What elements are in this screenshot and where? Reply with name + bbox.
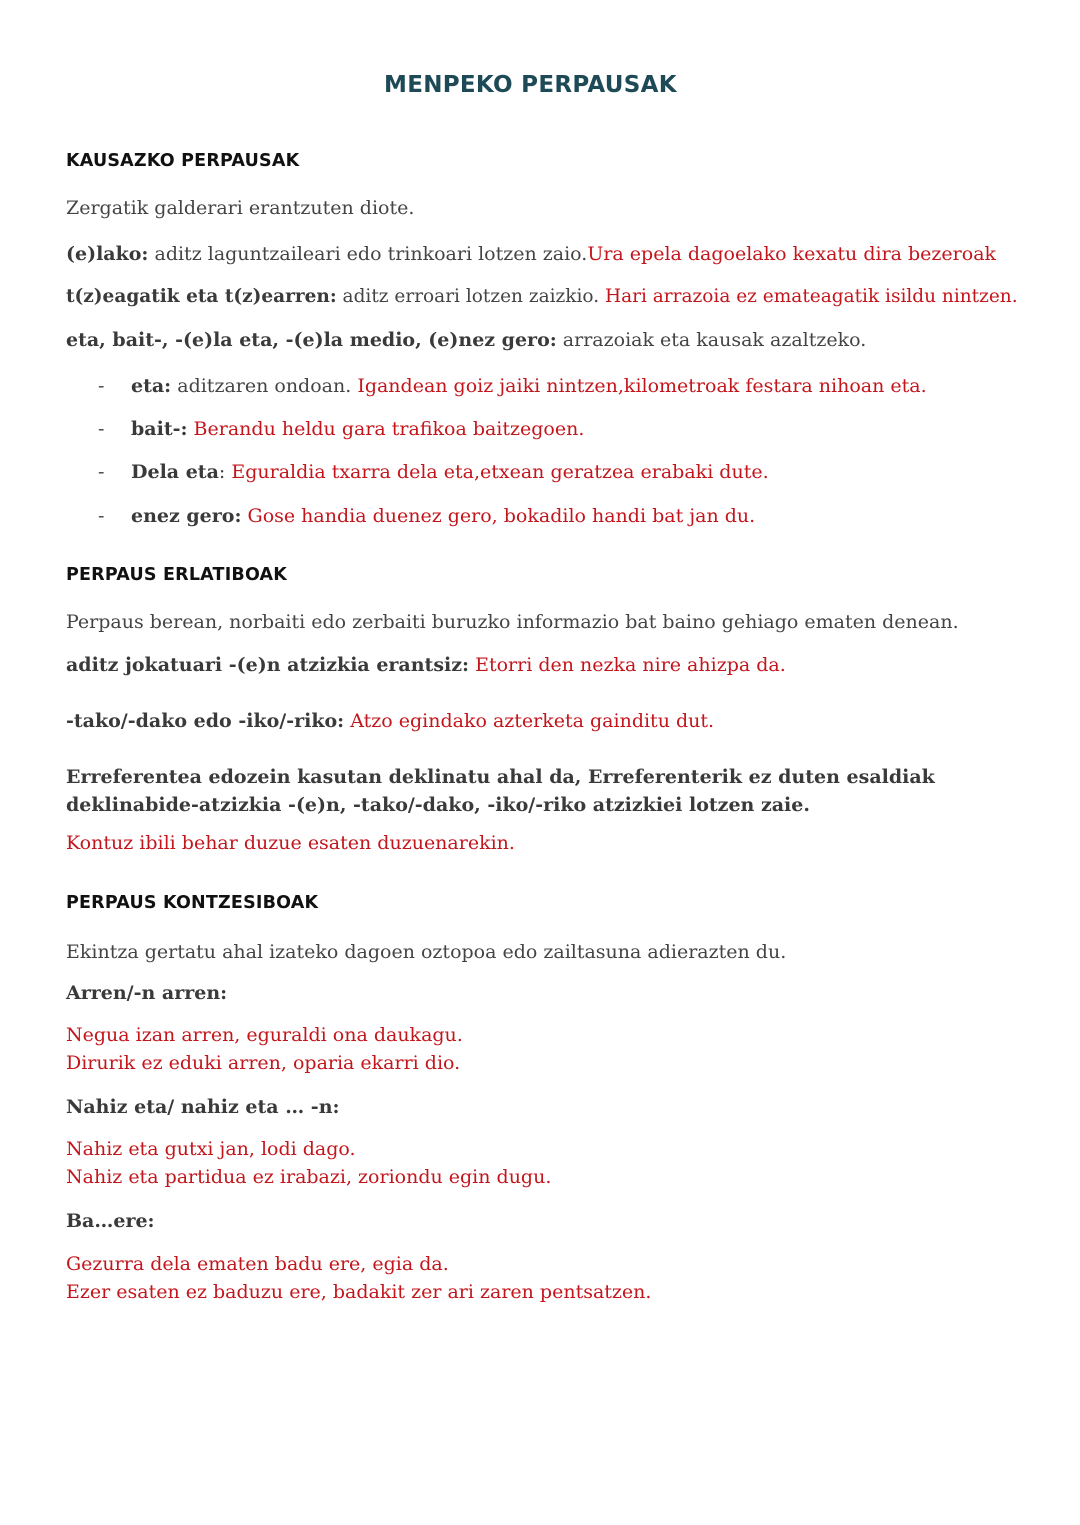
bullet-dash: -: [98, 375, 105, 397]
rule-example: Etorri den nezka nire ahizpa da.: [469, 654, 786, 676]
bullet-item-bait: [131, 415, 584, 443]
section-heading-kausazko: KAUSAZKO PERPAUSAK: [66, 151, 300, 171]
bullet-dash: -: [98, 461, 105, 483]
bullet-term: enez gero:: [131, 505, 242, 527]
erlatiboak-rule-en: [66, 651, 786, 679]
kontzesiboak-label-arren: Arren/-n arren:: [66, 982, 228, 1004]
erlatiboak-note-line-2: deklinabide-atzizkia -(e)n, -tako/-dako, -iko/-riko atzizkiei lotzen zaie.: [66, 794, 810, 816]
rule-term: (e)lako:: [66, 243, 149, 265]
erlatiboak-warning: Kontuz ibili behar duzue esaten duzuenarekin.: [66, 832, 515, 854]
bullet-item-enez-gero: [131, 502, 755, 530]
bullet-example: Eguraldia txarra dela eta,etxean geratzea erabaki dute.: [231, 461, 769, 483]
rule-example: Hari arrazoia ez emateagatik isildu nintzen.: [604, 286, 1018, 307]
bullet-dash: -: [98, 418, 105, 440]
bullet-example: Igandean goiz jaiki nintzen,kilometroak festara nihoan eta.: [357, 375, 927, 397]
kausazko-rule-elako: [66, 240, 996, 268]
kontzesiboak-example: Nahiz eta partidua ez irabazi, zoriondu egin dugu.: [66, 1166, 552, 1188]
bullet-item-eta: [131, 372, 927, 400]
bullet-item-dela-eta: [131, 458, 769, 486]
kausazko-intro: Zergatik galderari erantzuten diote.: [66, 197, 415, 219]
rule-term: t(z)eagatik eta t(z)earren:: [66, 286, 337, 307]
erlatiboak-intro: Perpaus berean, norbaiti edo zerbaiti buruzko informazio bat baino gehiago ematen denean.: [66, 611, 959, 633]
bullet-term: Dela eta: [131, 461, 219, 483]
erlatiboak-note-line-1: Erreferentea edozein kasutan deklinatu ahal da, Erreferenterik ez duten esaldiak: [66, 766, 935, 788]
kontzesiboak-example: Dirurik ez eduki arren, oparia ekarri dio.: [66, 1052, 461, 1074]
kausazko-rule-connectors: [66, 326, 866, 354]
rule-example: Atzo egindako azterketa gainditu dut.: [344, 710, 715, 732]
rule-term: eta, bait-, -(e)la eta, -(e)la medio, (e)nez gero:: [66, 329, 557, 351]
kontzesiboak-intro: Ekintza gertatu ahal izateko dagoen oztopoa edo zailtasuna adierazten du.: [66, 941, 787, 963]
kontzesiboak-example: Gezurra dela ematen badu ere, egia da.: [66, 1253, 449, 1275]
kontzesiboak-label-nahiz: Nahiz eta/ nahiz eta … -n:: [66, 1096, 340, 1118]
section-heading-erlatiboak: PERPAUS ERLATIBOAK: [66, 565, 288, 585]
bullet-term: eta:: [131, 375, 172, 397]
rule-term: aditz jokatuari -(e)n atzizkia erantsiz:: [66, 654, 470, 676]
rule-description: arrazoiak eta kausak azaltzeko.: [556, 329, 867, 351]
kausazko-rule-tzeagatik: [66, 283, 1018, 311]
kontzesiboak-example: Negua izan arren, eguraldi ona daukagu.: [66, 1024, 463, 1046]
page-title: MENPEKO PERPAUSAK: [384, 72, 677, 98]
kontzesiboak-example: Nahiz eta gutxi jan, lodi dago.: [66, 1138, 356, 1160]
bullet-description: aditzaren ondoan.: [171, 375, 358, 397]
bullet-description: :: [218, 461, 232, 483]
kontzesiboak-example: Ezer esaten ez baduzu ere, badakit zer ari zaren pentsatzen.: [66, 1281, 652, 1303]
section-heading-kontzesiboak: PERPAUS KONTZESIBOAK: [66, 893, 319, 913]
bullet-example: Berandu heldu gara trafikoa baitzegoen.: [193, 418, 585, 440]
rule-description: aditz erroari lotzen zaizkio.: [336, 286, 605, 307]
rule-example: Ura epela dagoelako kexatu dira bezeroak: [587, 243, 997, 265]
bullet-term: bait-:: [131, 418, 188, 440]
erlatiboak-rule-tako: [66, 707, 714, 735]
kontzesiboak-label-ba-ere: Ba…ere:: [66, 1210, 155, 1232]
bullet-example: Gose handia duenez gero, bokadilo handi bat jan du.: [247, 505, 756, 527]
bullet-dash: -: [98, 505, 105, 527]
rule-term: -tako/-dako edo -iko/-riko:: [66, 710, 345, 732]
rule-description: aditz laguntzaileari edo trinkoari lotzen zaio.: [148, 243, 588, 265]
